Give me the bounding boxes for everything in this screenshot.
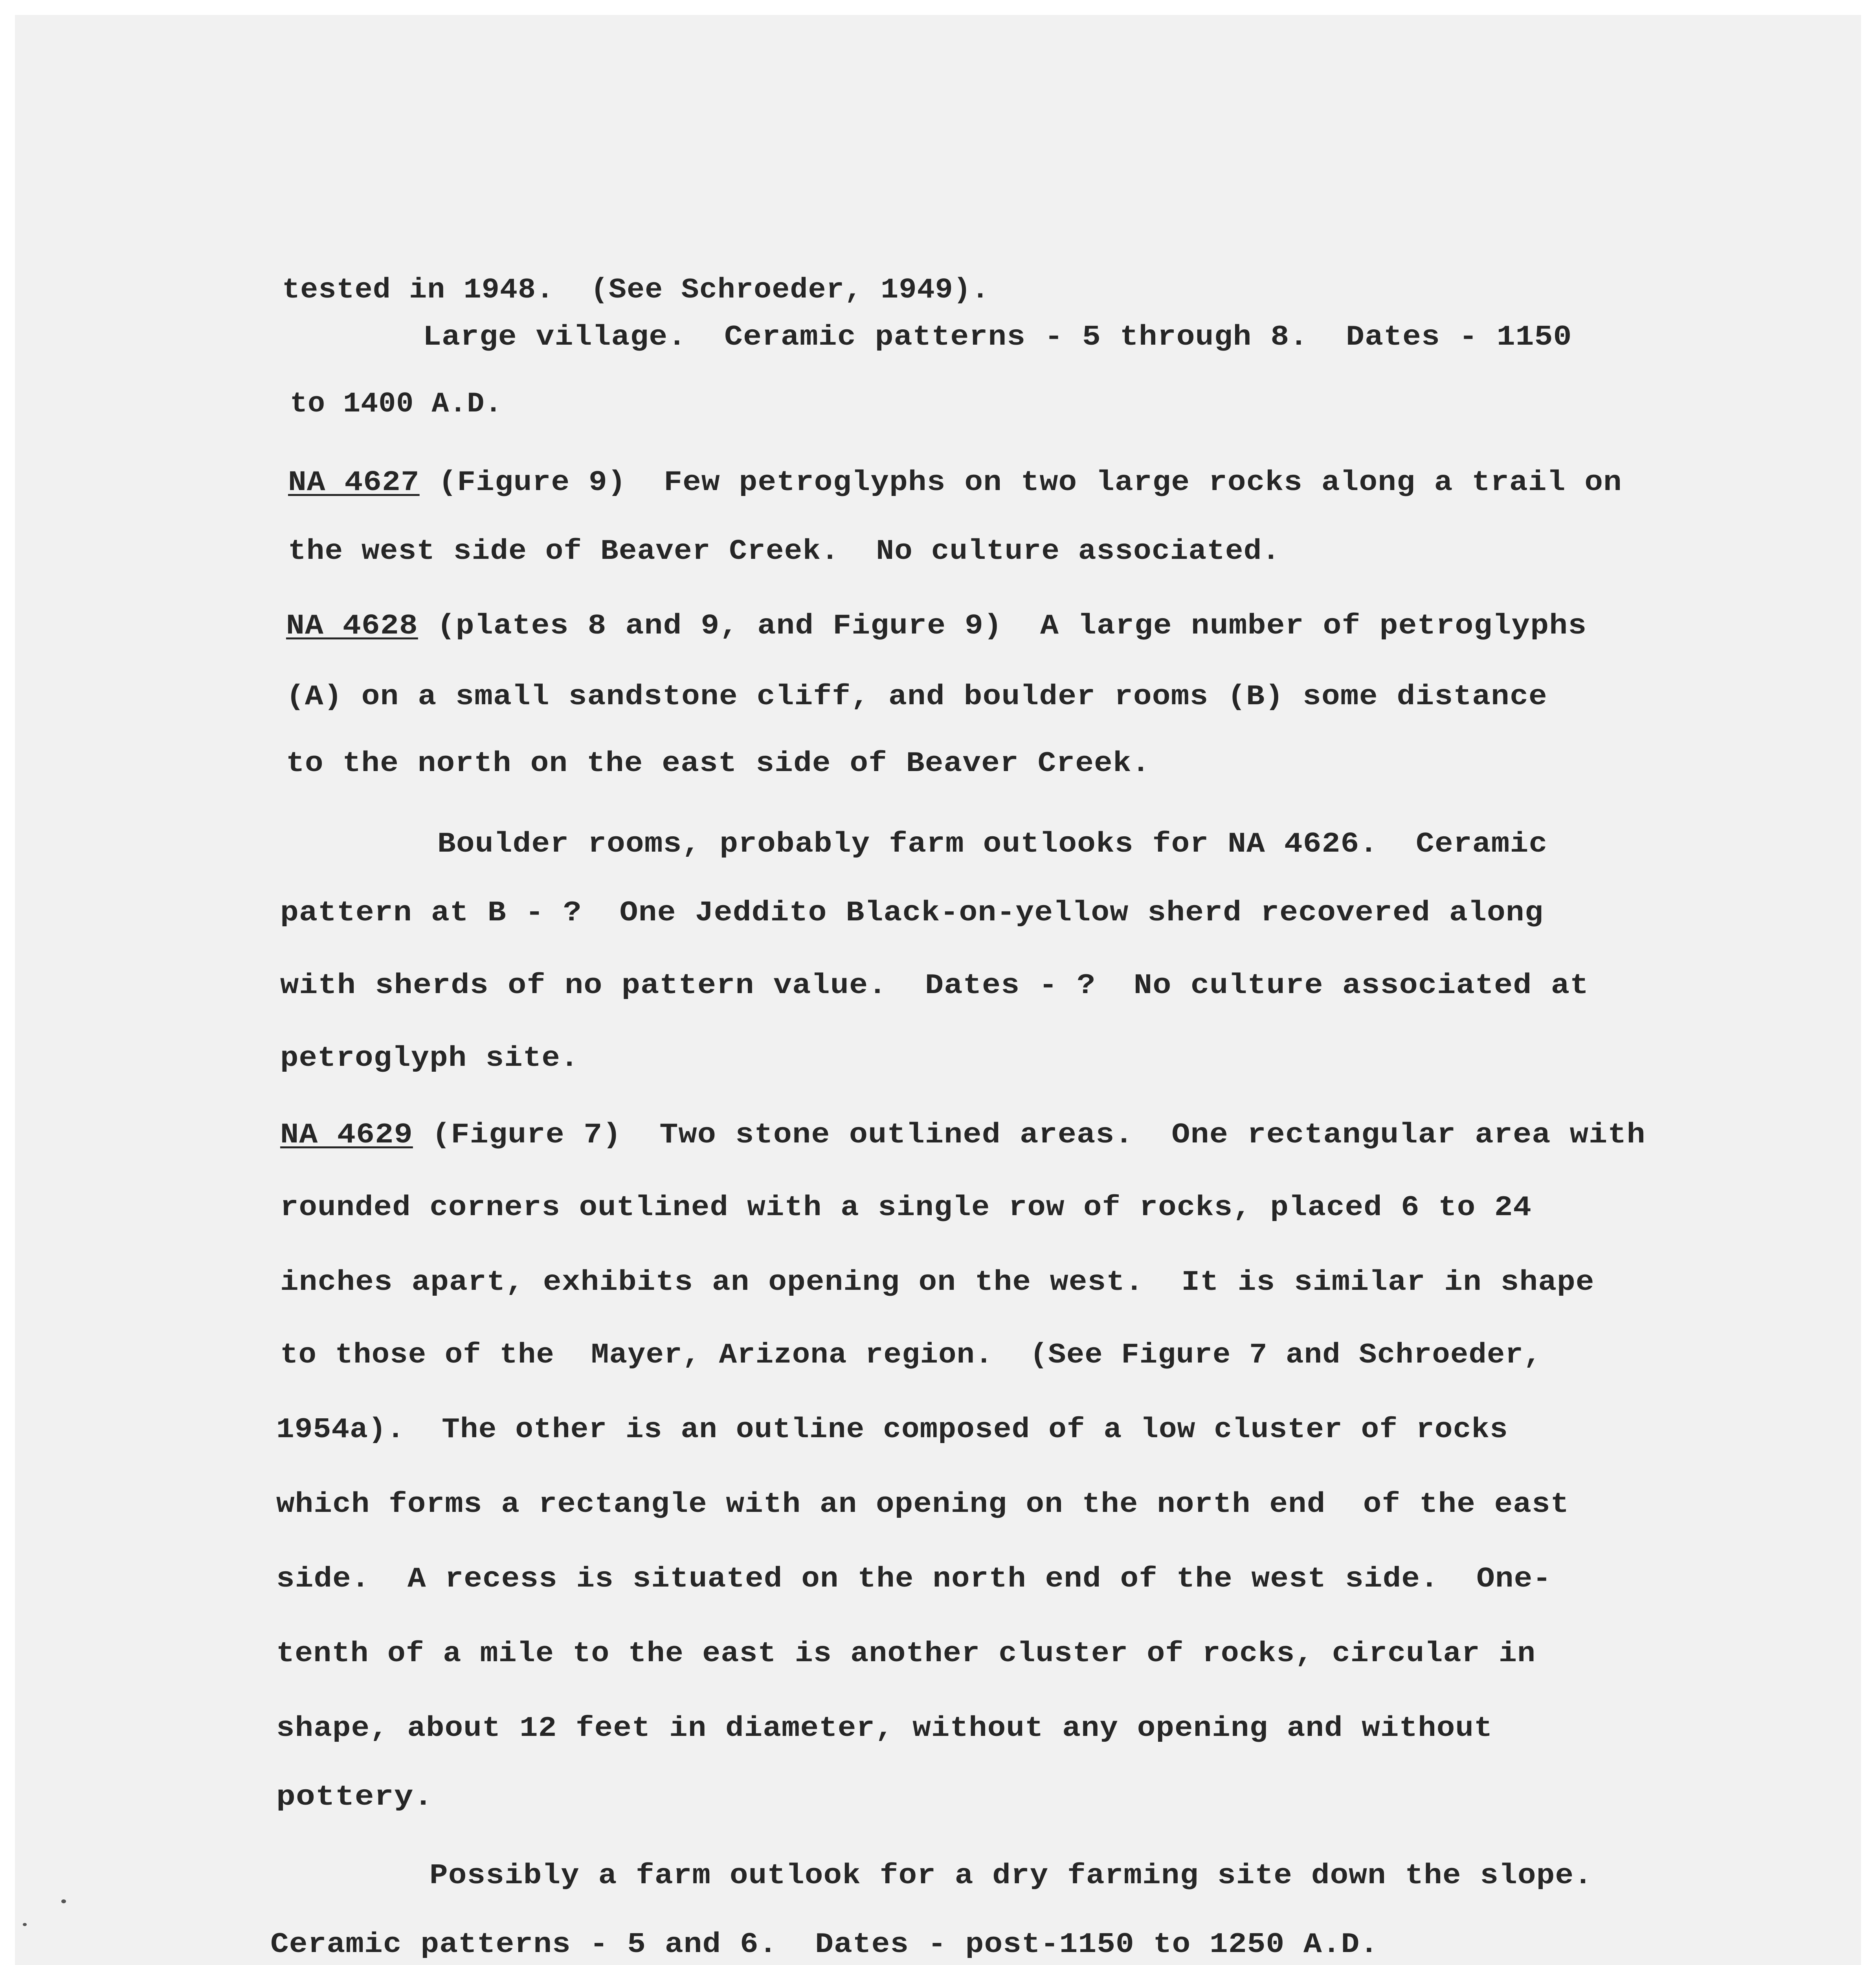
text-line bbox=[280, 1041, 579, 1076]
document-page bbox=[15, 15, 1861, 1965]
text-line bbox=[280, 895, 1544, 931]
text-run: to those of the Mayer, Arizona region. (See Figure 7 and Schroeder, bbox=[280, 1339, 1542, 1371]
text-run: Boulder rooms, probably farm outlooks for NA 4626. Ceramic bbox=[437, 828, 1548, 860]
text-line bbox=[280, 1337, 1542, 1373]
text-line bbox=[276, 1780, 433, 1815]
text-line bbox=[276, 1412, 1508, 1447]
text-line bbox=[290, 386, 503, 422]
site-number: NA 4629 bbox=[280, 1119, 413, 1151]
text-run: to 1400 A.D. bbox=[290, 388, 503, 420]
text-line bbox=[280, 1117, 1646, 1153]
text-run: the west side of Beaver Creek. No culture associated. bbox=[288, 535, 1281, 567]
text-run: inches apart, exhibits an opening on the west. It is similar in shape bbox=[280, 1266, 1595, 1298]
text-line bbox=[437, 826, 1547, 862]
text-run: to the north on the east side of Beaver Creek. bbox=[286, 747, 1151, 780]
text-line bbox=[276, 1711, 1493, 1746]
text-line bbox=[280, 1190, 1532, 1225]
text-run: side. A recess is situated on the north end of the west side. One- bbox=[276, 1563, 1552, 1595]
text-run: (plates 8 and 9, and Figure 9) A large number of petroglyphs bbox=[418, 610, 1587, 642]
text-run: (A) on a small sandstone cliff, and boulder rooms (B) some distance bbox=[286, 681, 1547, 713]
text-run: tenth of a mile to the east is another cluster of rocks, circular in bbox=[276, 1638, 1536, 1670]
text-run: rounded corners outlined with a single row of rocks, placed 6 to 24 bbox=[280, 1192, 1532, 1224]
text-line bbox=[423, 320, 1572, 355]
text-run: pattern at B - ? One Jeddito Black-on-yellow sherd recovered along bbox=[280, 897, 1544, 929]
text-run: Large village. Ceramic patterns - 5 through 8. Dates - 1150 bbox=[423, 321, 1572, 353]
text-run: (Figure 7) Two stone outlined areas. One rectangular area with bbox=[413, 1119, 1646, 1151]
text-line bbox=[286, 746, 1150, 781]
text-line bbox=[276, 1561, 1551, 1597]
text-line bbox=[286, 679, 1547, 714]
text-line bbox=[280, 968, 1589, 1003]
text-line bbox=[280, 1265, 1595, 1300]
text-line bbox=[276, 1636, 1536, 1671]
specks-left-margin bbox=[61, 1899, 66, 1903]
text-run: petroglyph site. bbox=[280, 1042, 579, 1074]
text-line bbox=[270, 1927, 1379, 1962]
text-run: tested in 1948. (See Schroeder, 1949). bbox=[282, 274, 990, 306]
text-line bbox=[430, 1858, 1593, 1893]
text-run: which forms a rectangle with an opening on the north end of the east bbox=[276, 1488, 1569, 1521]
text-line bbox=[276, 1487, 1569, 1522]
specks-left-margin bbox=[23, 1923, 27, 1926]
site-number: NA 4628 bbox=[286, 610, 418, 642]
text-run: Possibly a farm outlook for a dry farming site down the slope. bbox=[430, 1860, 1593, 1892]
site-number: NA 4627 bbox=[288, 466, 420, 499]
text-line bbox=[282, 272, 989, 308]
text-run: 1954a). The other is an outline composed of a low cluster of rocks bbox=[276, 1414, 1508, 1446]
text-line bbox=[286, 608, 1587, 644]
text-line bbox=[288, 534, 1280, 569]
text-run: Ceramic patterns - 5 and 6. Dates - post-1150 to 1250 A.D. bbox=[270, 1928, 1379, 1961]
text-run: pottery. bbox=[276, 1781, 433, 1813]
text-run: with sherds of no pattern value. Dates - ? No culture associated at bbox=[280, 970, 1589, 1002]
text-run: (Figure 9) Few petroglyphs on two large rocks along a trail on bbox=[419, 466, 1622, 499]
text-line bbox=[288, 465, 1622, 500]
text-run: shape, about 12 feet in diameter, without any opening and without bbox=[276, 1712, 1493, 1745]
